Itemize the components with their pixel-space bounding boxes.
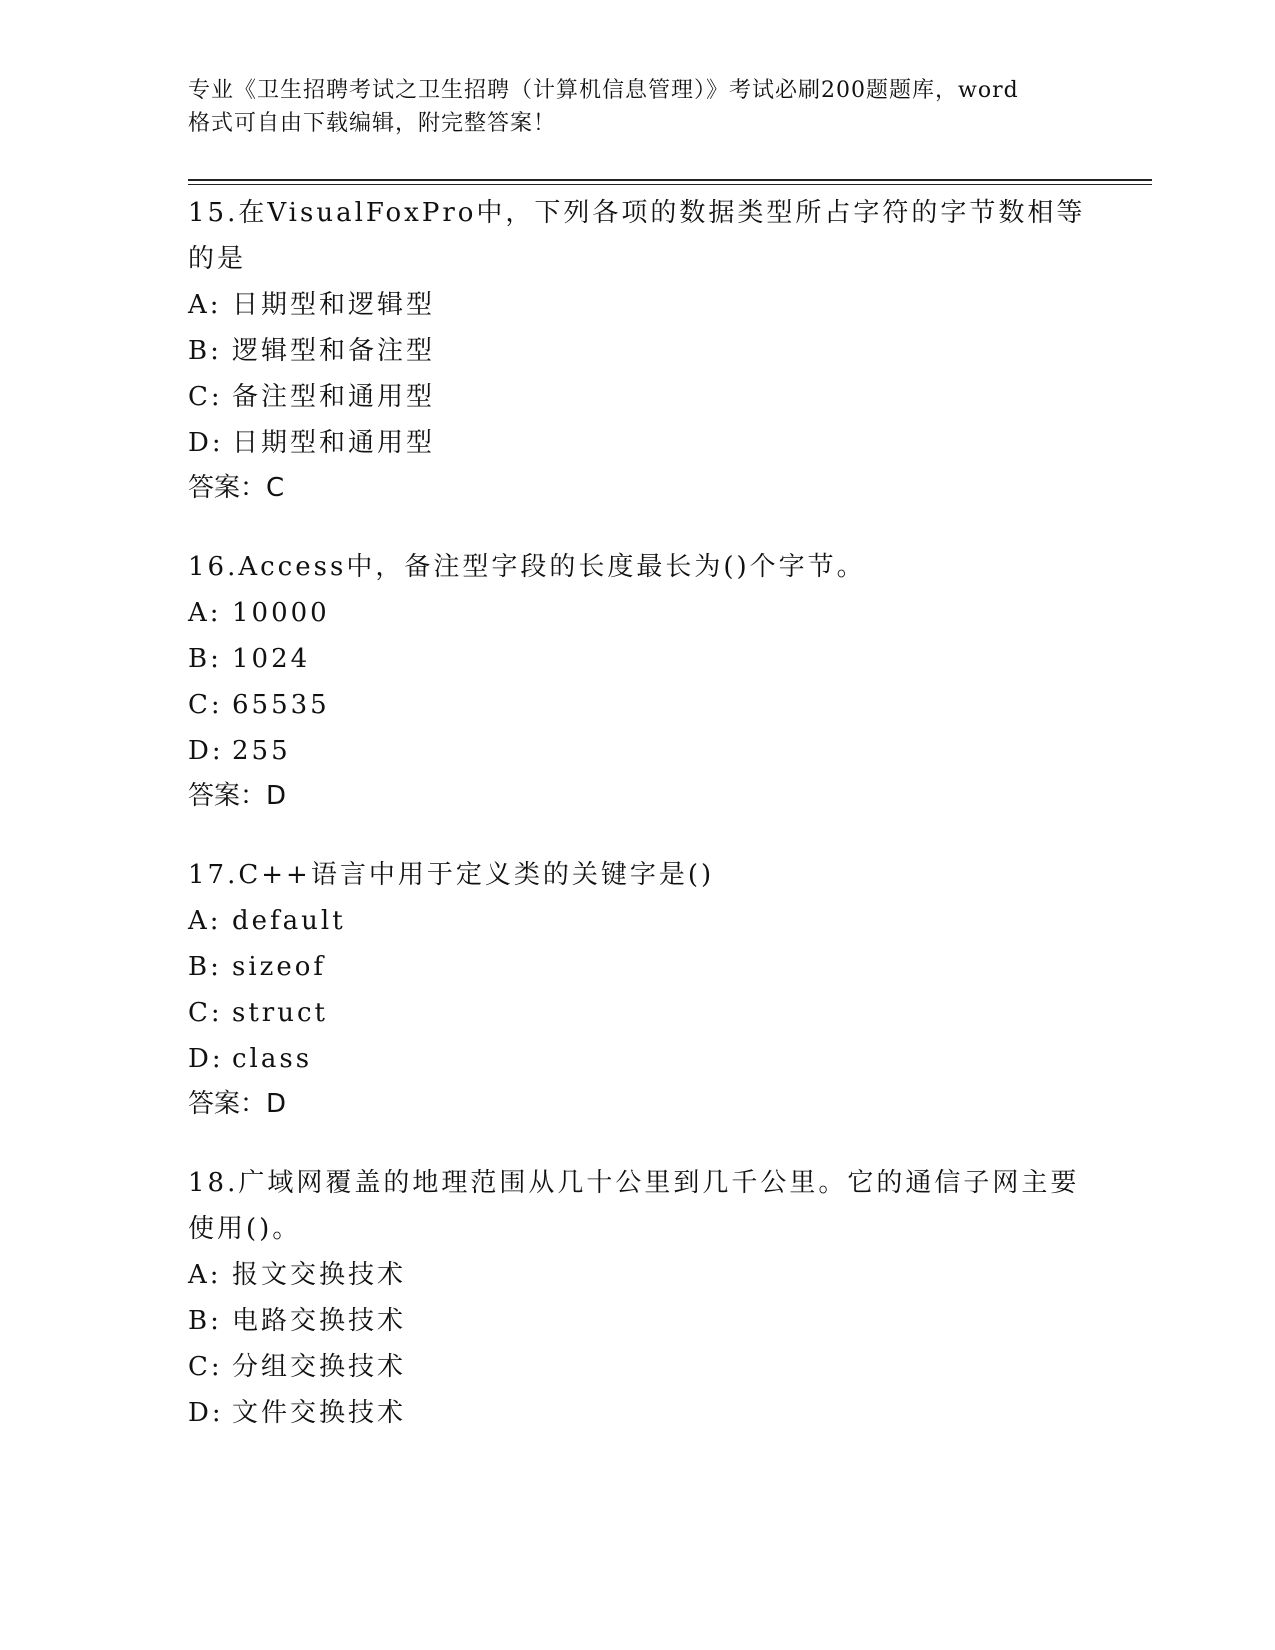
header-line-2: 格式可自由下载编辑，附完整答案！: [188, 111, 557, 136]
option-text: 65535: [232, 690, 330, 720]
option-label: D:: [188, 1044, 224, 1074]
option-label: D:: [188, 736, 224, 766]
option-d: [188, 1036, 1088, 1082]
option-label: B:: [188, 644, 222, 674]
option-text: 1024: [232, 644, 311, 674]
document-header: [188, 74, 1088, 140]
question-stem-line-1: 18.广域网覆盖的地理范围从几十公里到几千公里。它的通信子网主要: [188, 1168, 1080, 1198]
option-b: [188, 636, 1088, 682]
header-line-1: 专业《卫生招聘考试之卫生招聘（计算机信息管理）》考试必刷200题题库，word: [188, 78, 1019, 103]
question-stem-line-2: 使用()。: [188, 1214, 302, 1244]
option-label: D:: [188, 428, 224, 458]
option-label: A:: [188, 598, 222, 628]
answer-line: 答案：D: [188, 1089, 287, 1119]
option-text: 备注型和通用型: [232, 382, 436, 412]
question-stem-line-1: 15.在VisualFoxPro中，下列各项的数据类型所占字符的字节数相等: [188, 198, 1086, 228]
question-17: [188, 852, 1088, 1126]
option-text: 分组交换技术: [232, 1352, 407, 1382]
option-text: default: [232, 906, 346, 936]
question-stem-line-1: 17.C++语言中用于定义类的关键字是(): [188, 860, 715, 890]
question-18: [188, 1160, 1088, 1436]
option-text: 逻辑型和备注型: [232, 336, 436, 366]
option-b: [188, 328, 1088, 374]
option-text: 文件交换技术: [232, 1398, 407, 1428]
answer-line: 答案：D: [188, 781, 287, 811]
header-divider-thick: [188, 179, 1152, 181]
option-label: D:: [188, 1398, 224, 1428]
question-list: [188, 190, 1088, 1470]
option-text: struct: [232, 998, 328, 1028]
option-text: sizeof: [232, 952, 327, 982]
option-text: 255: [232, 736, 291, 766]
option-label: B:: [188, 336, 222, 366]
option-c: [188, 1344, 1088, 1390]
question-15: [188, 190, 1088, 510]
question-stem-line-2: 的是: [188, 244, 247, 274]
option-text: 电路交换技术: [232, 1306, 407, 1336]
option-d: [188, 1390, 1088, 1436]
option-b: [188, 944, 1088, 990]
option-label: A:: [188, 906, 222, 936]
option-c: [188, 682, 1088, 728]
header-divider-thin: [188, 184, 1152, 185]
option-d: [188, 420, 1088, 466]
option-b: [188, 1298, 1088, 1344]
option-a: [188, 1252, 1088, 1298]
option-text: class: [232, 1044, 313, 1074]
question-stem-line-1: 16.Access中，备注型字段的长度最长为()个字节。: [188, 552, 866, 582]
option-text: 报文交换技术: [232, 1260, 407, 1290]
option-c: [188, 990, 1088, 1036]
option-label: C:: [188, 382, 223, 412]
option-label: A:: [188, 290, 222, 320]
option-a: [188, 898, 1088, 944]
answer-line: 答案：C: [188, 473, 285, 503]
option-label: C:: [188, 998, 223, 1028]
option-label: C:: [188, 1352, 223, 1382]
option-label: A:: [188, 1260, 222, 1290]
option-text: 10000: [232, 598, 330, 628]
question-16: [188, 544, 1088, 818]
option-text: 日期型和逻辑型: [232, 290, 436, 320]
option-a: [188, 282, 1088, 328]
option-label: C:: [188, 690, 223, 720]
option-d: [188, 728, 1088, 774]
option-a: [188, 590, 1088, 636]
option-label: B:: [188, 952, 222, 982]
option-c: [188, 374, 1088, 420]
option-text: 日期型和通用型: [232, 428, 436, 458]
option-label: B:: [188, 1306, 222, 1336]
